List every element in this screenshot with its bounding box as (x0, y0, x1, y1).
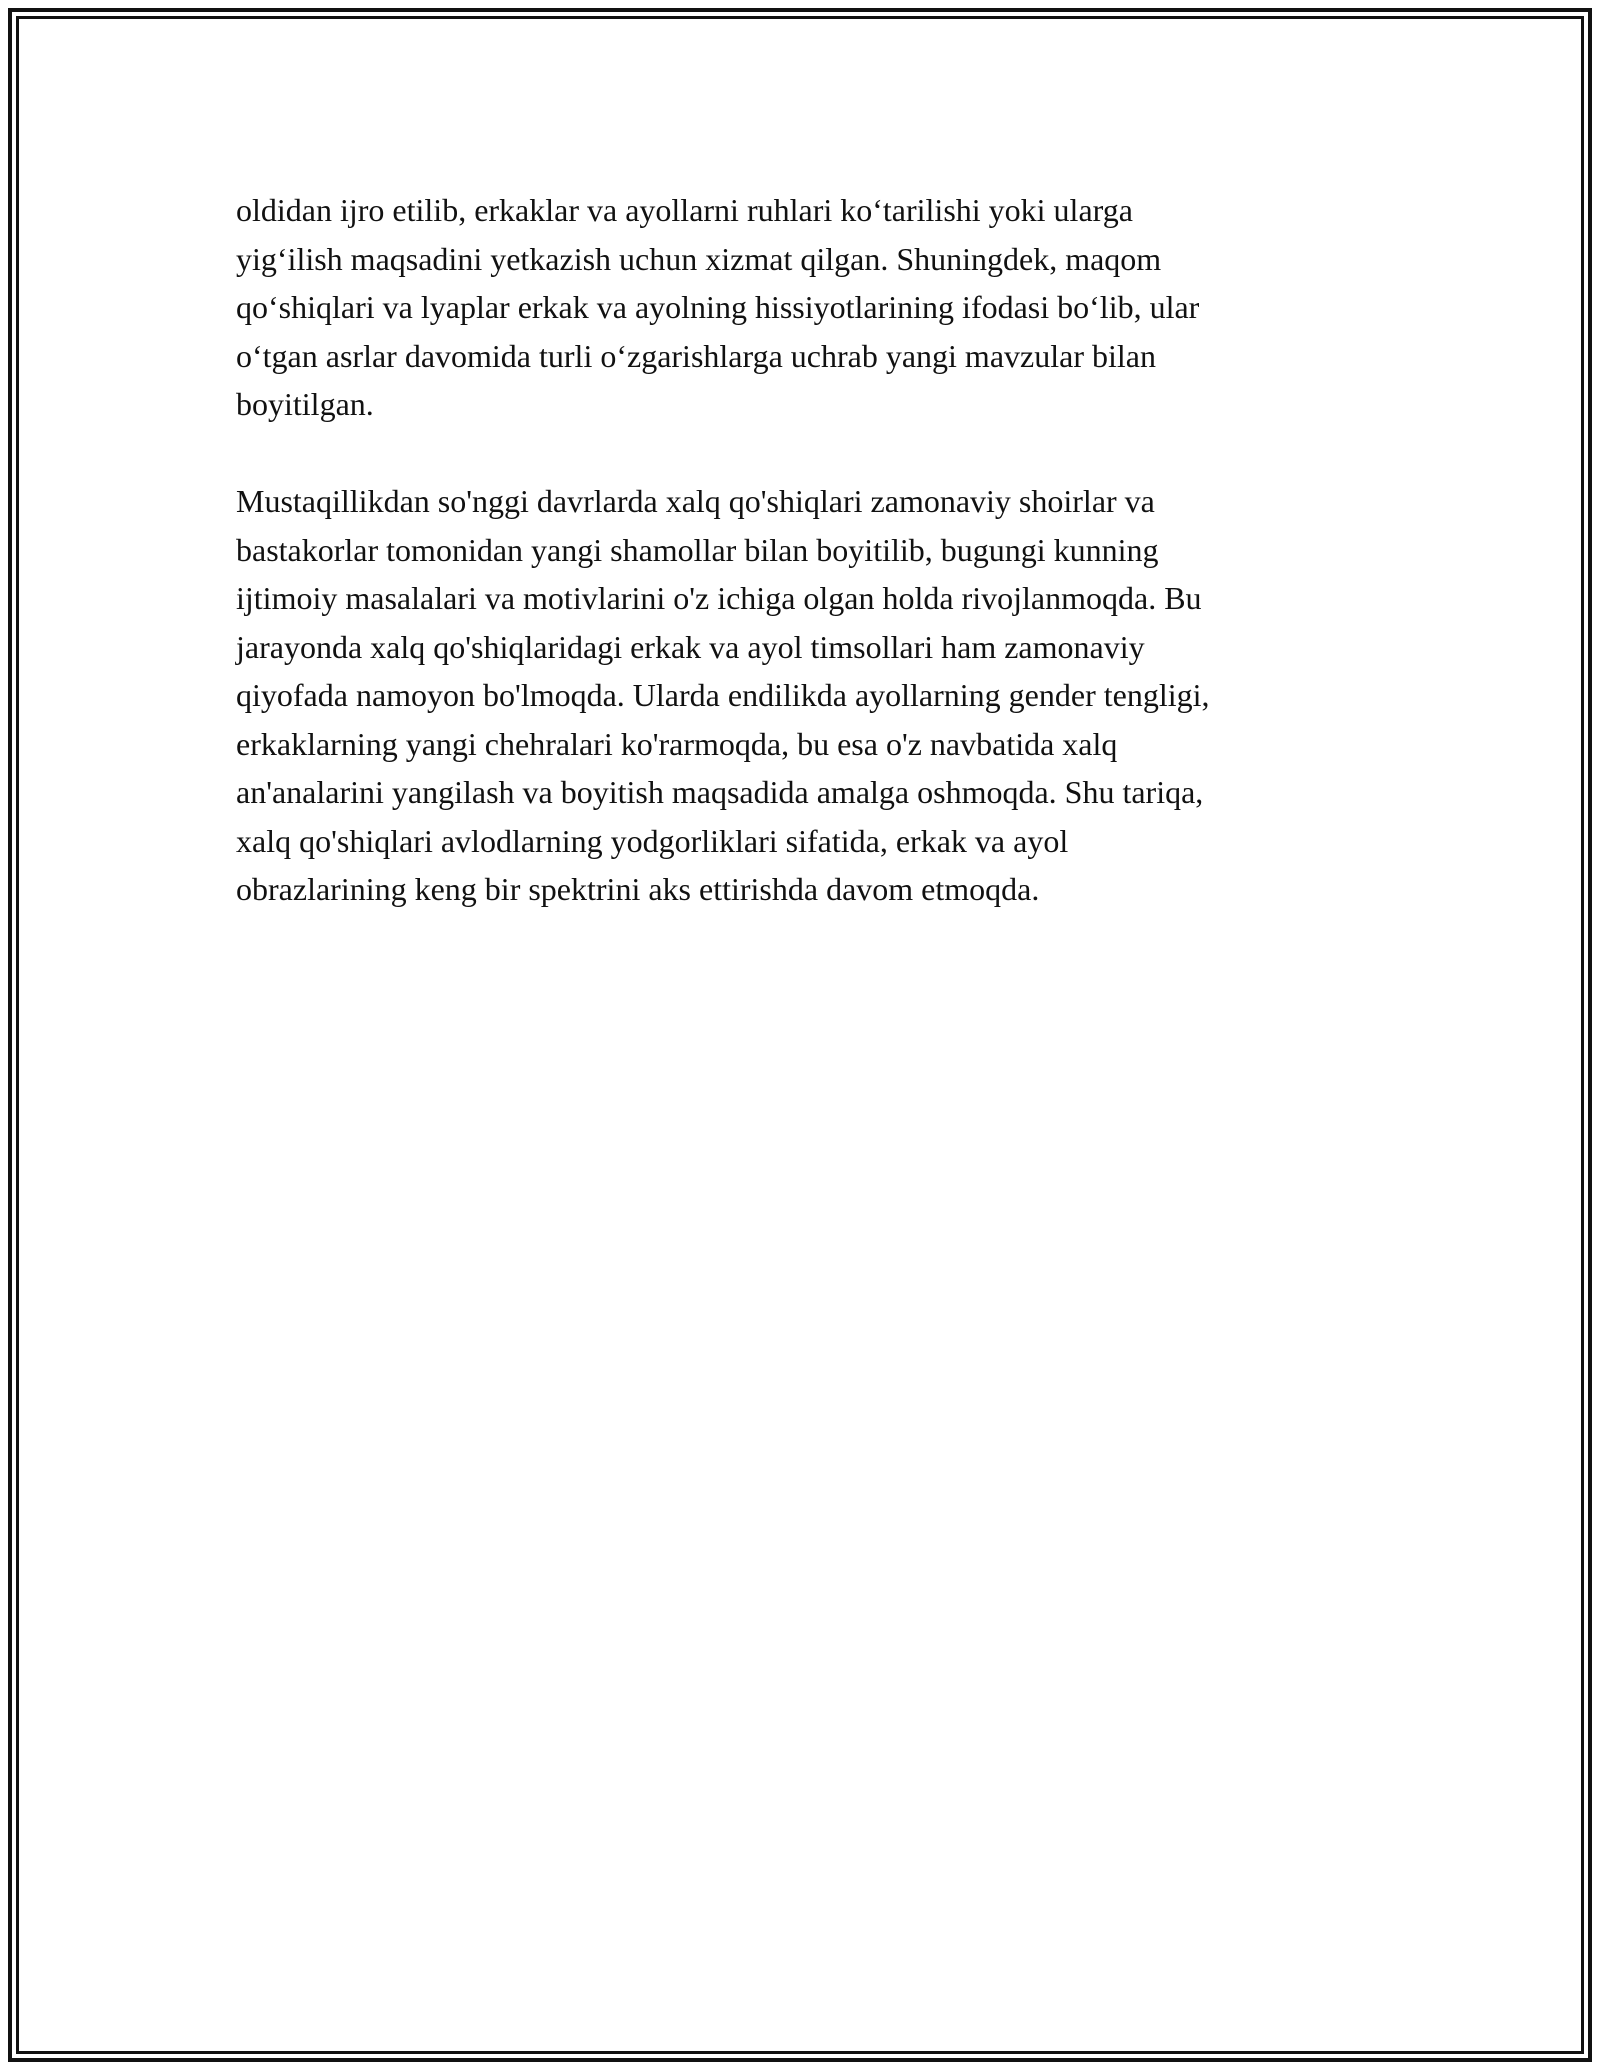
paragraph-line: Mustaqillikdan so'nggi davrlarda xalq qo'shiqlari zamonaviy shoirlar va (236, 483, 1155, 519)
paragraph-line: an'analarini yangilash va boyitish maqsadida amalga oshmoqda. Shu tariqa, (236, 774, 1204, 810)
paragraph-line: yig‘ilish maqsadini yetkazish uchun xizmat qilgan. Shuningdek, maqom (236, 240, 1162, 277)
paragraph-line: ijtimoiy masalalari va motivlarini o'z ichiga olgan holda rivojlanmoqda. Bu (236, 580, 1202, 616)
paragraph-line: bastakorlar tomonidan yangi shamollar bilan boyitilib, bugungi kunning (236, 531, 1159, 568)
paragraph-line: xalq qo'shiqlari avlodlarning yodgorliklari sifatida, erkak va ayol (236, 822, 1069, 859)
paragraph-line: qiyofada namoyon bo'lmoqda. Ularda endilikda ayollarning gender tengligi, (236, 677, 1210, 713)
paragraph-line: oldidan ijro etilib, erkaklar va ayollarni ruhlari ko‘tarilishi yoki ularga (236, 192, 1133, 228)
document-body (236, 186, 1356, 914)
paragraph-line: boyitilgan. (236, 386, 374, 422)
paragraph-line: obrazlarining keng bir spektrini aks ettirishda davom etmoqda. (236, 871, 1040, 907)
paragraph-line: qo‘shiqlari va lyaplar erkak va ayolning hissiyotlarining ifodasi bo‘lib, ular (236, 289, 1200, 325)
paragraph-line: o‘tgan asrlar davomida turli o‘zgarishlarga uchrab yangi mavzular bilan (236, 337, 1156, 374)
paragraph-2 (236, 477, 1356, 914)
paragraph-1 (236, 186, 1356, 429)
paragraph-line: erkaklarning yangi chehralari ko'rarmoqda, bu esa o'z navbatida xalq (236, 725, 1118, 762)
paragraph-line: jarayonda xalq qo'shiqlaridagi erkak va ayol timsollari ham zamonaviy (236, 628, 1145, 665)
